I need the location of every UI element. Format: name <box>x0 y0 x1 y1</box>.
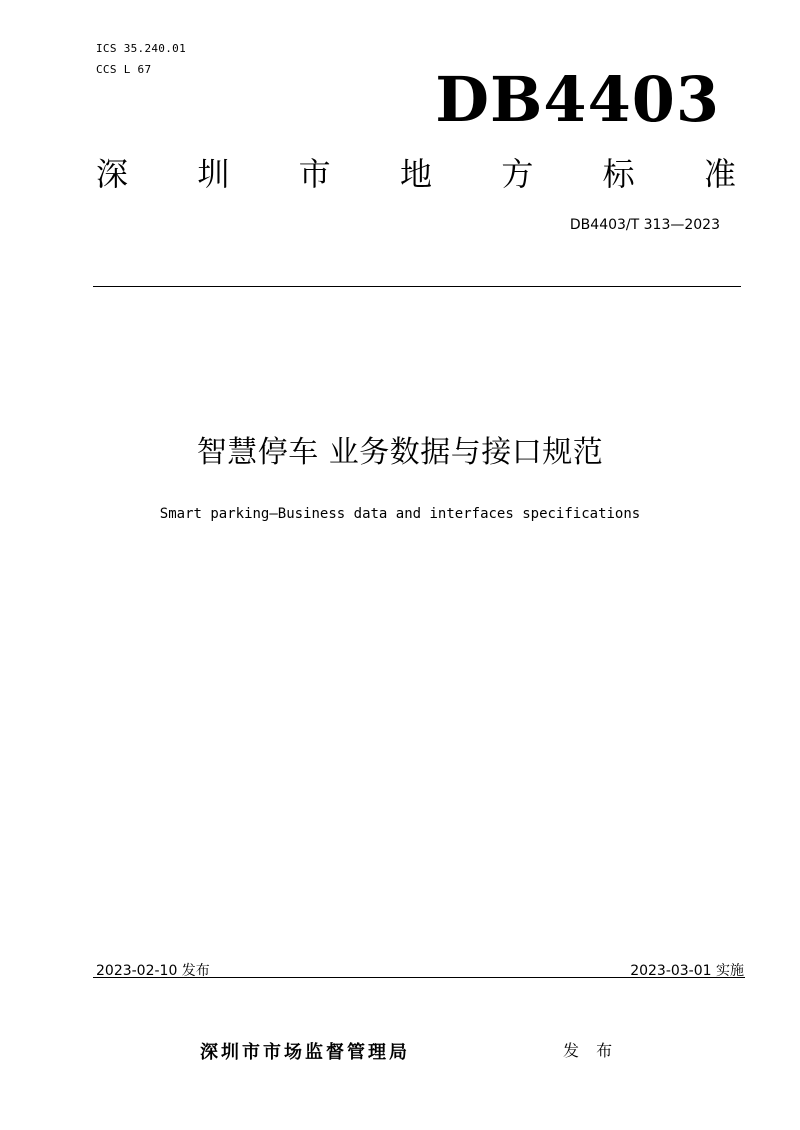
issuing-authority: 深圳市市场监督管理局 <box>200 1042 410 1063</box>
title-english: Smart parking—Business data and interfaces specifications <box>159 506 641 522</box>
ics-code: ICS 35.240.01 <box>96 42 186 55</box>
standard-type-heading <box>96 150 736 198</box>
standard-type-char: 方 <box>501 155 534 193</box>
standard-type-char: 标 <box>602 155 635 193</box>
header-divider <box>93 286 741 287</box>
standard-type-char: 准 <box>703 155 736 193</box>
implementation-date: 2023-03-01 实施 <box>630 963 744 979</box>
db-code-heading: DB4403 <box>435 63 720 136</box>
standard-type-char: 市 <box>298 155 331 193</box>
issue-date: 2023-02-10 发布 <box>96 963 210 979</box>
ccs-code: CCS L 67 <box>96 63 152 76</box>
title-chinese: 智慧停车 业务数据与接口规范 <box>196 435 604 470</box>
dates-divider <box>93 977 745 978</box>
issue-label: 发 布 <box>563 1041 619 1060</box>
standard-type-char: 深 <box>96 155 129 193</box>
standard-number: DB4403/T 313—2023 <box>569 217 720 233</box>
standard-type-char: 地 <box>399 155 432 193</box>
standard-type-char: 圳 <box>197 155 230 193</box>
